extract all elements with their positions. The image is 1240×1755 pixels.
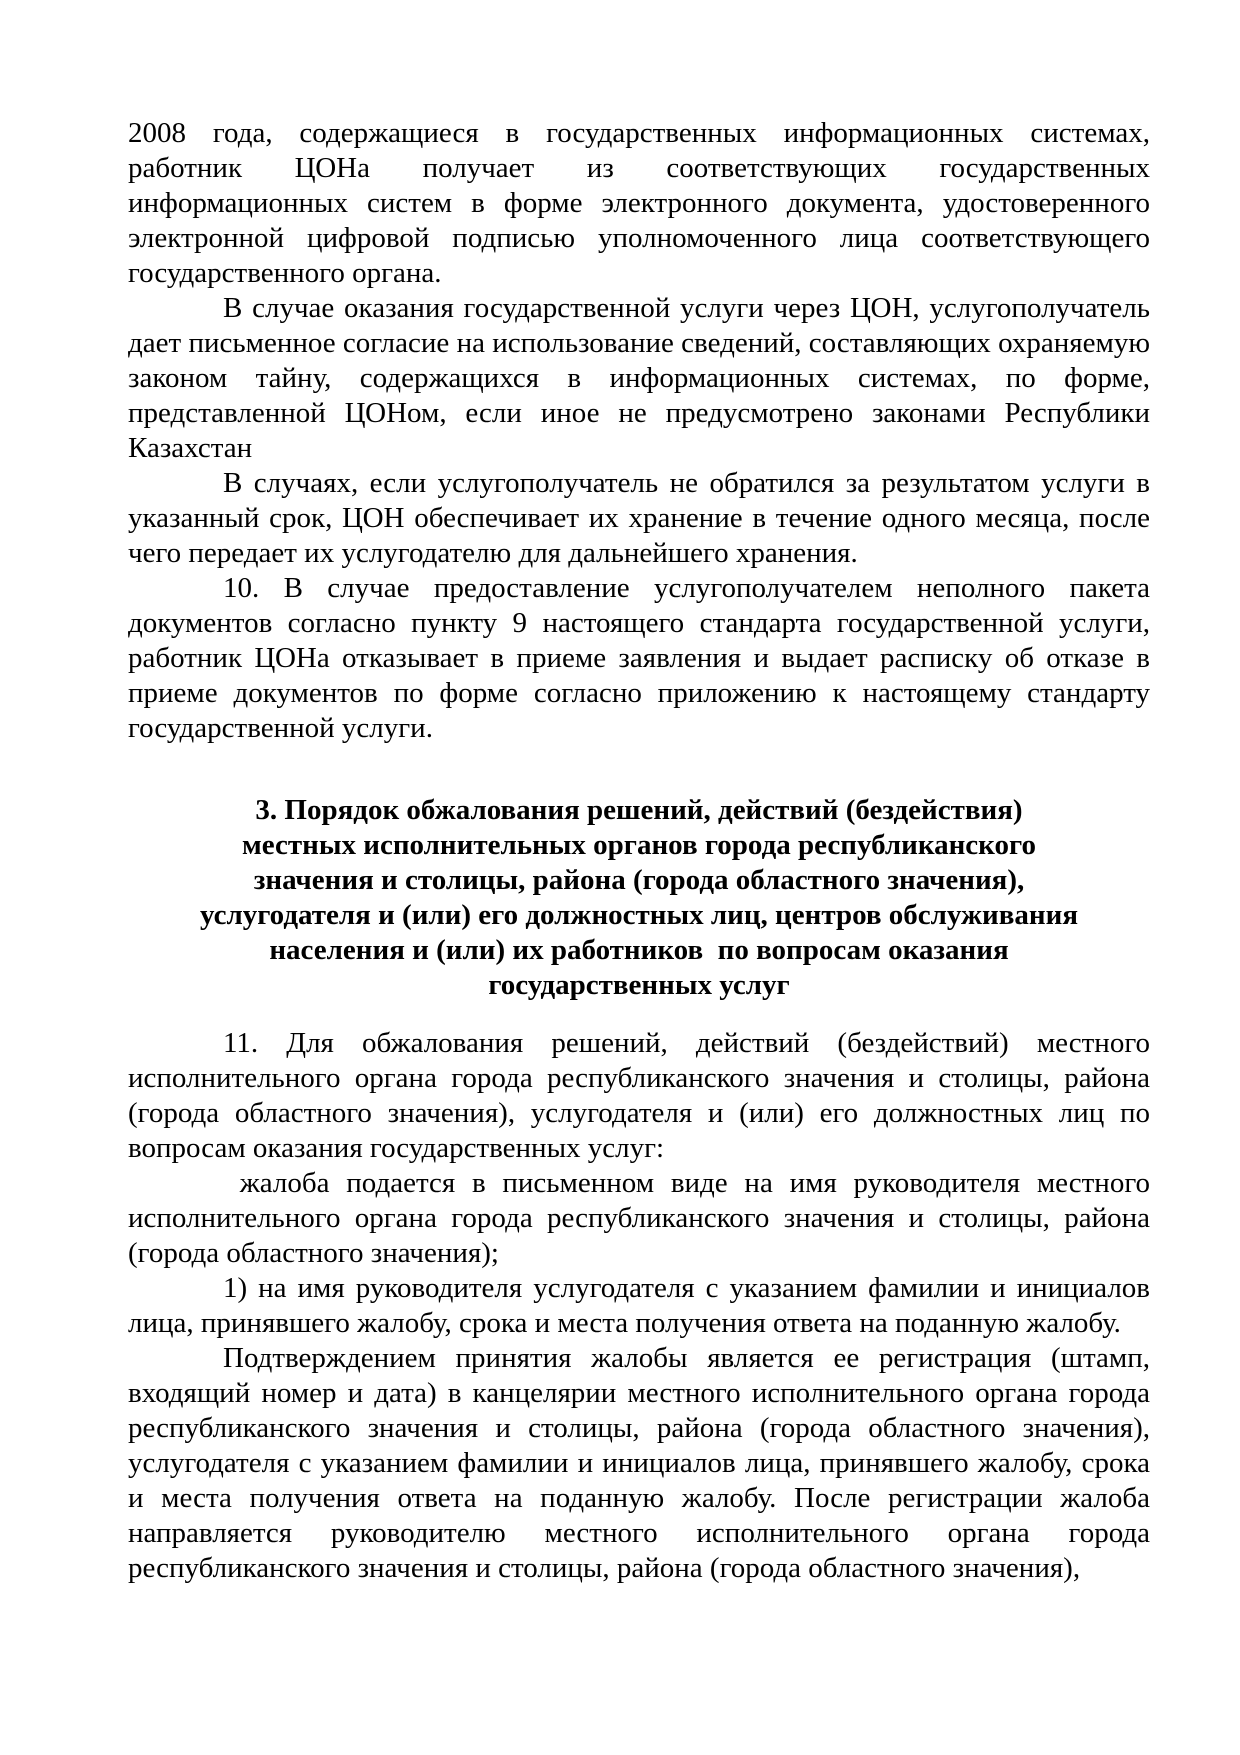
section-heading-line: населения и (или) их работников по вопросам оказания [269, 934, 1009, 966]
paragraph: В случаях, если услугополучатель не обратился за результатом услуги в указанный срок, ЦОН обеспечивает их хранение в течение одного месяца, после чего передает их услугодателю для дальнейшего хранения. [128, 467, 1150, 569]
paragraph: жалоба подается в письменном виде на имя руководителя местного исполнительного органа города республиканского значения и столицы, района (города областного значения); [128, 1167, 1150, 1269]
section-heading-line: значения и столицы, района (города областного значения), [253, 864, 1025, 896]
section-heading-line: услугодателя и (или) его должностных лиц, центров обслуживания [199, 899, 1079, 931]
section-heading-line: государственных услуг [488, 969, 790, 1001]
body-text [128, 116, 1150, 1586]
section-heading-line: местных исполнительных органов города республиканского [242, 829, 1036, 861]
paragraph: 10. В случае предоставление услугополучателем неполного пакета документов согласно пункту 9 настоящего стандарта государственной услуги, работник ЦОНа отказывает в приеме заявления и выдает расписку об отказе в приеме документов по форме согласно приложению к настоящему стандарту государственной услуги. [128, 572, 1150, 744]
paragraph: В случае оказания государственной услуги через ЦОН, услугополучатель дает письменное согласие на использование сведений, составляющих охраняемую законом тайну, содержащихся в информационных системах, по форме, представленной ЦОНом, если иное не предусмотрено законами Республики Казахстан [128, 292, 1150, 464]
paragraph: 1) на имя руководителя услугодателя с указанием фамилии и инициалов лица, принявшего жалобу, срока и места получения ответа на поданную жалобу. [128, 1272, 1150, 1339]
section-heading-line: 3. Порядок обжалования решений, действий (бездействия) [255, 794, 1023, 826]
paragraph: Подтверждением принятия жалобы является ее регистрация (штамп, входящий номер и дата) в канцелярии местного исполнительного органа города республиканского значения и столицы, района (города областного значения), услугодателя с указанием фамилии и инициалов лица, принявшего жалобу, срока и места получения ответа на поданную жалобу. После регистрации жалоба направляется руководителю местного исполнительного органа города республиканского значения и столицы, района (города областного значения), [128, 1342, 1150, 1584]
paragraph: 11. Для обжалования решений, действий (бездействий) местного исполнительного органа города республиканского значения и столицы, района (города областного значения), услугодателя и (или) его должностных лиц по вопросам оказания государственных услуг: [128, 1027, 1150, 1164]
section-heading [128, 793, 1150, 1003]
paragraph: 2008 года, содержащиеся в государственных информационных системах, работник ЦОНа получает из соответствующих государственных информационных систем в форме электронного документа, удостоверенного электронной цифровой подписью уполномоченного лица соответствующего государственного органа. [128, 117, 1150, 289]
